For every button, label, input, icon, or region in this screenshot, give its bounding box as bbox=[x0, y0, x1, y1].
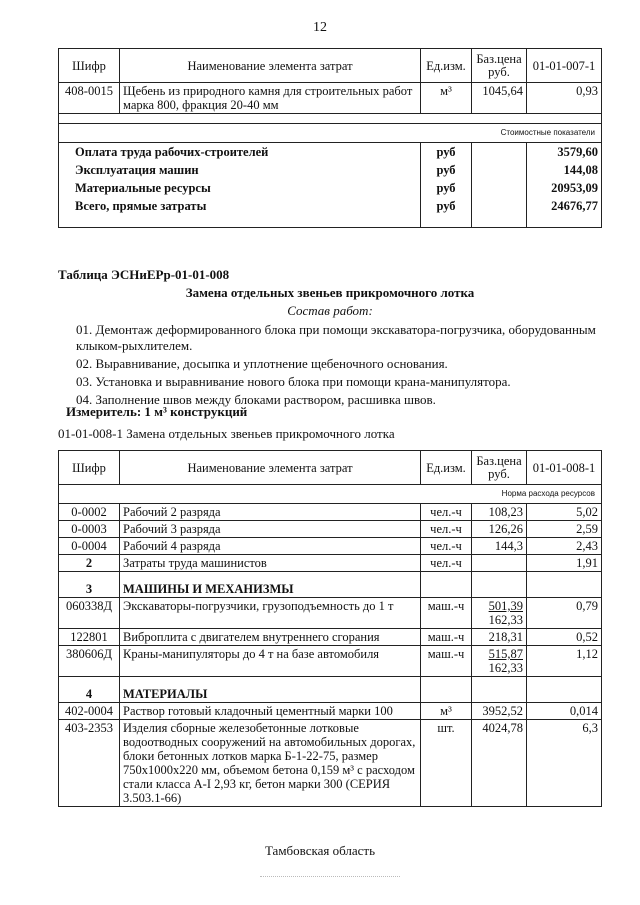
summary-row bbox=[59, 179, 602, 197]
summary-row bbox=[59, 161, 602, 179]
cell-name: Затраты труда машинистов bbox=[120, 555, 421, 572]
cell-code: 408-0015 bbox=[59, 83, 120, 114]
cell-value: 0,79 bbox=[527, 598, 602, 629]
cell-value: 5,02 bbox=[527, 504, 602, 521]
cell-price: 218,31 bbox=[472, 629, 527, 646]
cell-unit: чел.-ч bbox=[421, 538, 472, 555]
table-row bbox=[59, 555, 602, 572]
table-row bbox=[59, 521, 602, 538]
summary-label: Материальные ресурсы bbox=[59, 179, 421, 197]
table-row bbox=[59, 629, 602, 646]
cost-table-top bbox=[58, 48, 602, 228]
cell-price: 1045,64 bbox=[472, 83, 527, 114]
cell-unit: маш.-ч bbox=[421, 598, 472, 629]
table-header-row bbox=[59, 451, 602, 485]
cell-value: 1,12 bbox=[527, 646, 602, 677]
operation-item: 04. Заполнение швов между блоками раствором, расшивка швов. bbox=[76, 392, 436, 407]
cell-unit: м³ bbox=[421, 703, 472, 720]
cell-price: 515,87 bbox=[488, 647, 523, 661]
cell-name: Щебень из природного камня для строительных работ марка 800, фракция 20-40 мм bbox=[120, 83, 421, 114]
subheader-norm: Норма расхода ресурсов bbox=[59, 485, 602, 504]
cell-value: 0,93 bbox=[527, 83, 602, 114]
cell-price: 4024,78 bbox=[472, 720, 527, 807]
resource-table bbox=[58, 450, 602, 807]
cell-price: 3952,52 bbox=[472, 703, 527, 720]
cell-price: 501,39 bbox=[488, 599, 523, 613]
header-name: Наименование элемента затрат bbox=[120, 49, 421, 83]
page-number: 12 bbox=[313, 20, 327, 35]
cell-code: 380606Д bbox=[59, 646, 120, 677]
header-name: Наименование элемента затрат bbox=[120, 451, 421, 485]
footer-region: Тамбовская область bbox=[264, 843, 376, 858]
table-title: Таблица ЭСНиЕРр-01-01-008 bbox=[58, 267, 230, 282]
operation-item: 01. Демонтаж деформированного блока при помощи экскаватора-погрузчика, оборудованным клыком-рыхлителем. bbox=[76, 322, 596, 353]
norm-code-line: 01-01-008-1 Замена отдельных звеньев прикромочного лотка bbox=[58, 426, 395, 441]
summary-row bbox=[59, 197, 602, 228]
measurer: Измеритель: 1 м³ конструкций bbox=[66, 404, 248, 419]
table-row bbox=[59, 598, 602, 629]
cell-value: 6,3 bbox=[527, 720, 602, 807]
cell-name: Экскаваторы-погрузчики, грузоподъемность до 1 т bbox=[120, 598, 421, 629]
cell-name: Изделия сборные железобетонные лотковые водоотводных сооружений на автомобильных дорогах, блоки бетонных лотков марка Б-1-22-75, размер 750x1000x220 мм, объемом бетона 0,159 м³ с расходом стали класса А-I 2,93 кг, бетон марки 300 (СЕРИЯ 3.503.1-66) bbox=[120, 720, 421, 807]
summary-unit: руб bbox=[421, 161, 472, 179]
cell-value: 2,59 bbox=[527, 521, 602, 538]
subheader-cost: Стоимостные показатели bbox=[59, 124, 602, 143]
cell-unit: м³ bbox=[421, 83, 472, 114]
cell-code: 0-0002 bbox=[59, 504, 120, 521]
cell-unit: маш.-ч bbox=[421, 629, 472, 646]
summary-row bbox=[59, 143, 602, 162]
cell-name: Рабочий 4 разряда bbox=[120, 538, 421, 555]
header-price: Баз.цена руб. bbox=[472, 451, 527, 485]
cell-code: 0-0003 bbox=[59, 521, 120, 538]
summary-label: Оплата труда рабочих-строителей bbox=[59, 143, 421, 162]
header-unit: Ед.изм. bbox=[421, 451, 472, 485]
table-row bbox=[59, 504, 602, 521]
cell-name: Виброплита с двигателем внутреннего сгорания bbox=[120, 629, 421, 646]
header-price: Баз.цена руб. bbox=[472, 49, 527, 83]
section-code: 4 bbox=[59, 677, 120, 703]
cell-unit: чел.-ч bbox=[421, 555, 472, 572]
section-code: 3 bbox=[59, 572, 120, 598]
summary-unit: руб bbox=[421, 179, 472, 197]
cell-code: 403-2353 bbox=[59, 720, 120, 807]
cell-value: 1,91 bbox=[527, 555, 602, 572]
spacer-row bbox=[59, 114, 602, 124]
table-row bbox=[59, 646, 602, 677]
header-unit: Ед.изм. bbox=[421, 49, 472, 83]
cell-name: Раствор готовый кладочный цементный марки 100 bbox=[120, 703, 421, 720]
summary-value: 144,08 bbox=[527, 161, 602, 179]
section-title-materials: МАТЕРИАЛЫ bbox=[120, 677, 421, 703]
cell-name: Рабочий 2 разряда bbox=[120, 504, 421, 521]
summary-value: 24676,77 bbox=[527, 197, 602, 228]
table-row bbox=[59, 720, 602, 807]
cell-code: 2 bbox=[59, 555, 120, 572]
subheader-row bbox=[59, 485, 602, 504]
summary-label: Всего, прямые затраты bbox=[59, 197, 421, 228]
cell-price-secondary: 162,33 bbox=[488, 613, 523, 627]
cell-unit: чел.-ч bbox=[421, 521, 472, 538]
cell-code: 402-0004 bbox=[59, 703, 120, 720]
cell-name: Краны-манипуляторы до 4 т на базе автомобиля bbox=[120, 646, 421, 677]
subheader-row bbox=[59, 124, 602, 143]
cell-value: 2,43 bbox=[527, 538, 602, 555]
table-row bbox=[59, 538, 602, 555]
divider bbox=[260, 876, 400, 877]
cell-price-secondary: 162,33 bbox=[488, 661, 523, 675]
operation-item: 02. Выравнивание, досыпка и уплотнение щебеночного основания. bbox=[76, 356, 448, 371]
cell-price: 144,3 bbox=[472, 538, 527, 555]
section-name: Замена отдельных звеньев прикромочного лотка bbox=[185, 285, 475, 300]
header-code: Шифр bbox=[59, 49, 120, 83]
cell-unit: чел.-ч bbox=[421, 504, 472, 521]
cell-unit: шт. bbox=[421, 720, 472, 807]
cell-code: 0-0004 bbox=[59, 538, 120, 555]
operation-item: 03. Установка и выравнивание нового блока при помощи крана-манипулятора. bbox=[76, 374, 511, 389]
table-row bbox=[59, 703, 602, 720]
summary-unit: руб bbox=[421, 197, 472, 228]
summary-label: Эксплуатация машин bbox=[59, 161, 421, 179]
section-header-row bbox=[59, 572, 602, 598]
header-norm: 01-01-007-1 bbox=[527, 49, 602, 83]
summary-value: 3579,60 bbox=[527, 143, 602, 162]
table-row bbox=[59, 83, 602, 114]
header-norm: 01-01-008-1 bbox=[527, 451, 602, 485]
cell-unit: маш.-ч bbox=[421, 646, 472, 677]
cell-value: 0,52 bbox=[527, 629, 602, 646]
header-code: Шифр bbox=[59, 451, 120, 485]
section-header-row bbox=[59, 677, 602, 703]
cell-price: 126,26 bbox=[472, 521, 527, 538]
cell-code: 122801 bbox=[59, 629, 120, 646]
table-header-row bbox=[59, 49, 602, 83]
cell-value: 0,014 bbox=[527, 703, 602, 720]
composition-title: Состав работ: bbox=[287, 303, 373, 318]
summary-unit: руб bbox=[421, 143, 472, 162]
cell-name: Рабочий 3 разряда bbox=[120, 521, 421, 538]
cell-price: 108,23 bbox=[472, 504, 527, 521]
cell-code: 060338Д bbox=[59, 598, 120, 629]
operations-list bbox=[58, 322, 602, 410]
summary-value: 20953,09 bbox=[527, 179, 602, 197]
section-title-machines: МАШИНЫ И МЕХАНИЗМЫ bbox=[120, 572, 421, 598]
